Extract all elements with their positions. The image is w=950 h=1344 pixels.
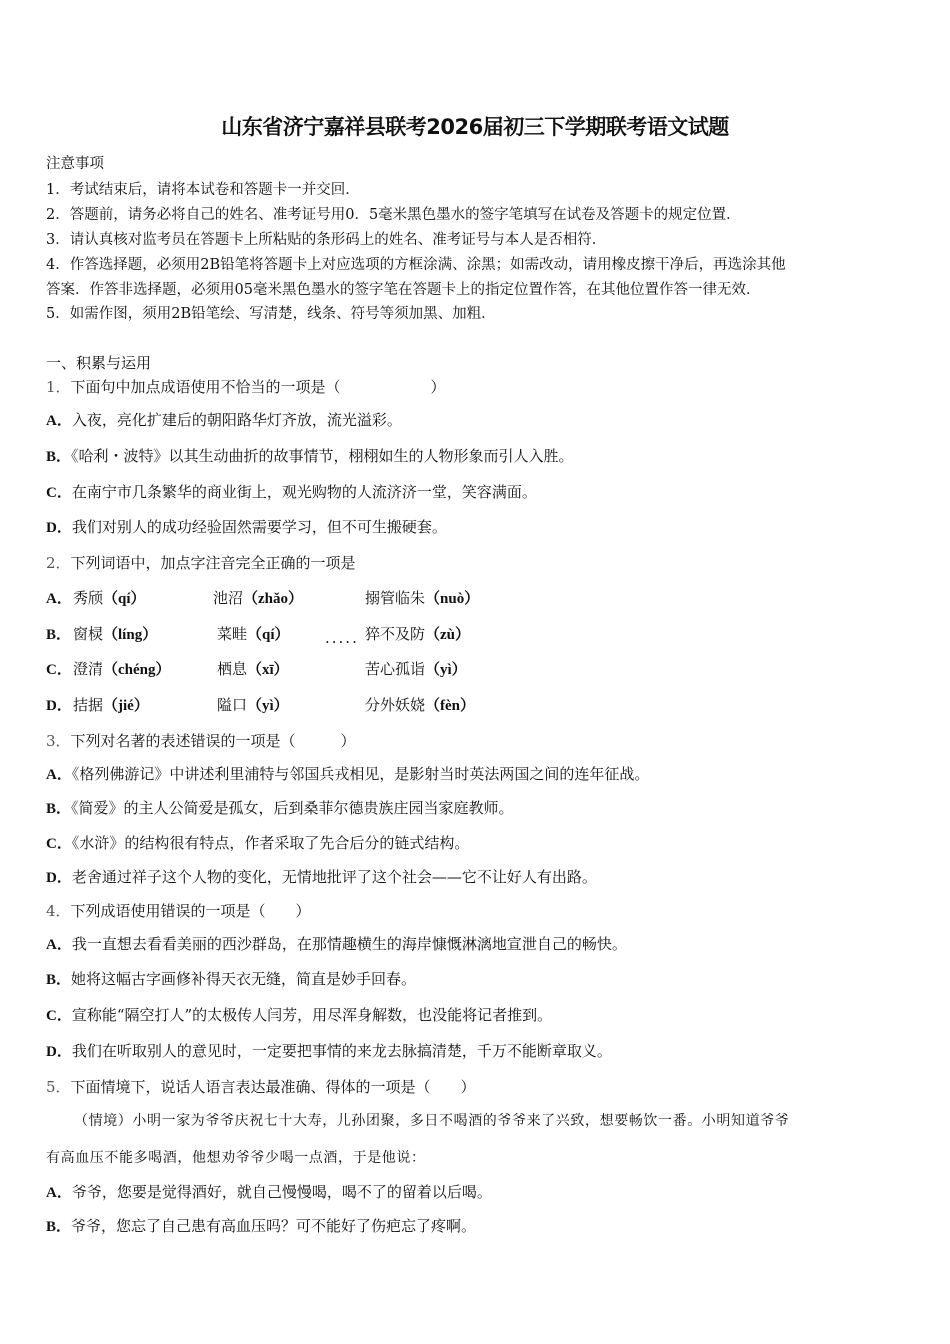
question-2-option-d[interactable]	[0, 694, 950, 718]
question-3-option-c[interactable]	[46, 832, 469, 853]
question-4-option-b[interactable]	[46, 968, 416, 989]
question-number: 4．	[46, 902, 71, 920]
option-letter: C．	[46, 662, 72, 678]
notice-item: 3．请认真核对监考员在答题卡上所粘贴的条形码上的姓名、准考证号与本人是否相符．	[46, 232, 607, 248]
word-item: 苦心孤诣（yì）	[365, 660, 467, 678]
word-item: 搦管临朱（nuò）	[365, 589, 480, 607]
notice-item: 4．作答选择题，必须用2B铅笔将答题卡上对应选项的方框涂满、涂黑；如需改动，请用橡皮擦干净后，再选涂其他	[46, 257, 786, 273]
option-text: 《哈利・波特》以其生动曲折的故事情节，栩栩如生的人物形象而引人入胜。	[71, 447, 574, 465]
option-letter: A．	[46, 767, 72, 783]
option-text: 我们在听取别人的意见时，一定要把事情的来龙去脉搞清楚，千万不能断章取义。	[71, 1042, 612, 1060]
notice-item: 5．如需作图，须用2B铅笔绘、写清楚，线条、符号等须加黑、加粗．	[46, 306, 496, 322]
option-letter: C．	[46, 836, 72, 852]
option-letter: B．	[46, 627, 72, 643]
option-text: 宣称能“隔空打人”的太极传人闫芳，用尽浑身解数，也没能将记者推到。	[71, 1006, 553, 1024]
question-text: 下列成语使用错误的一项是（ ）	[70, 902, 311, 920]
question-1-option-a[interactable]	[46, 409, 402, 430]
question-4-option-c[interactable]	[46, 1004, 552, 1025]
option-letter: B．	[46, 972, 72, 988]
option-letter: B．	[46, 1219, 72, 1235]
option-text: 入夜，亮化扩建后的朝阳路华灯齐放，流光溢彩。	[71, 411, 402, 429]
question-5-scenario: （情境）小明一家为爷爷庆祝七十大寿，儿孙团聚，多日不喝酒的爷爷来了兴致，想要畅饮一番。小明知道爷爷	[74, 1113, 790, 1129]
question-text: 下列词语中，加点字注音完全正确的一项是	[70, 554, 356, 572]
question-5-scenario-cont: 有高血压不能多喝酒，他想劝爷爷少喝一点酒，于是他说：	[46, 1150, 426, 1166]
option-text: 我们对别人的成功经验固然需要学习，但不可生搬硬套。	[71, 518, 447, 536]
emphasis-dots: .....	[325, 629, 359, 647]
option-text: 《格列佛游记》中讲述利里浦特与邻国兵戎相见，是影射当时英法两国之间的连年征战。	[71, 765, 650, 783]
option-letter: C．	[46, 485, 72, 501]
option-letter: D．	[46, 1044, 72, 1060]
notice-item: 答案．作答非选择题，必须用05毫米黑色墨水的签字笔在答题卡上的指定位置作答，在其他位置作答一律无效．	[46, 282, 761, 298]
question-3-stem	[46, 730, 356, 751]
question-5-option-b[interactable]	[46, 1215, 476, 1236]
option-text: 老舍通过祥子这个人物的变化，无情地批评了这个社会——它不让好人有出路。	[71, 868, 597, 886]
word-item: 窗棂（líng）	[73, 625, 158, 643]
question-3-option-a[interactable]	[46, 763, 649, 784]
option-text: 《水浒》的结构很有特点，作者采取了先合后分的链式结构。	[71, 834, 470, 852]
notice-item: 1．考试结束后，请将本试卷和答题卡一并交回．	[46, 182, 360, 198]
question-4-option-d[interactable]	[46, 1040, 612, 1061]
question-1-option-b[interactable]	[46, 445, 574, 466]
word-item: 分外妖娆（fèn）	[365, 696, 476, 714]
question-1-stem	[46, 376, 446, 397]
question-number: 5．	[46, 1078, 71, 1096]
word-item: 猝不及防（zù）	[365, 625, 471, 643]
question-number: 1．	[46, 378, 71, 396]
question-number: 2．	[46, 554, 71, 572]
question-2-stem	[46, 552, 356, 573]
option-letter: A．	[46, 591, 72, 607]
question-1-option-c[interactable]	[46, 481, 537, 502]
option-text: 爷爷，您要是觉得酒好，就自己慢慢喝，喝不了的留着以后喝。	[71, 1183, 492, 1201]
option-letter: D．	[46, 698, 72, 714]
option-text: 爷爷，您忘了自己患有高血压吗？可不能好了伤疤忘了疼啊。	[71, 1217, 477, 1235]
word-item: 栖息（xī）	[217, 660, 289, 678]
notice-item: 2．答题前，请务必将自己的姓名、准考证号用0．5毫米黑色墨水的签字笔填写在试卷及答题卡的规定位置．	[46, 207, 741, 223]
question-2-option-c[interactable]	[0, 658, 950, 682]
option-letter: D．	[46, 870, 72, 886]
question-2-option-b[interactable]	[0, 623, 950, 647]
question-2-option-a[interactable]	[0, 587, 950, 611]
option-letter: A．	[46, 413, 72, 429]
word-item: 澄清（chéng）	[73, 660, 171, 678]
question-5-option-a[interactable]	[46, 1181, 492, 1202]
option-text: 我一直想去看看美丽的西沙群岛，在那情趣横生的海岸慷慨淋漓地宣泄自己的畅快。	[71, 935, 627, 953]
option-letter: B．	[46, 801, 72, 817]
question-3-option-d[interactable]	[46, 866, 597, 887]
option-letter: D．	[46, 520, 72, 536]
option-text: 在南宁市几条繁华的商业街上，观光购物的人流济济一堂，笑容满面。	[71, 483, 537, 501]
word-item: 池沼（zhǎo）	[213, 589, 304, 607]
question-text: 下面情境下，说话人语言表达最准确、得体的一项是（ ）	[70, 1078, 476, 1096]
word-item: 隘口（yì）	[217, 696, 289, 714]
option-text: 她将这幅古字画修补得天衣无缝，简直是妙手回春。	[71, 970, 417, 988]
question-3-option-b[interactable]	[46, 797, 514, 818]
word-item: 秀颀（qí）	[73, 589, 146, 607]
option-letter: A．	[46, 1185, 72, 1201]
word-item: 菜畦（qí）	[217, 625, 290, 643]
question-4-stem	[46, 900, 311, 921]
notice-heading: 注意事项	[46, 156, 104, 172]
question-text: 下列对名著的表述错误的一项是（ ）	[70, 732, 356, 750]
page-title: 山东省济宁嘉祥县联考2026届初三下学期联考语文试题	[221, 115, 729, 139]
question-text: 下面句中加点成语使用不恰当的一项是（ ）	[70, 378, 446, 396]
word-item: 拮据（jié）	[73, 696, 149, 714]
question-5-stem	[46, 1076, 476, 1097]
option-text: 《简爱》的主人公简爱是孤女，后到桑菲尔德贵族庄园当家庭教师。	[71, 799, 514, 817]
option-letter: B．	[46, 449, 72, 465]
question-1-option-d[interactable]	[46, 516, 447, 537]
option-letter: C．	[46, 1008, 72, 1024]
section-heading: 一、积累与运用	[46, 354, 152, 372]
question-number: 3．	[46, 732, 71, 750]
option-letter: A．	[46, 937, 72, 953]
question-4-option-a[interactable]	[46, 933, 627, 954]
